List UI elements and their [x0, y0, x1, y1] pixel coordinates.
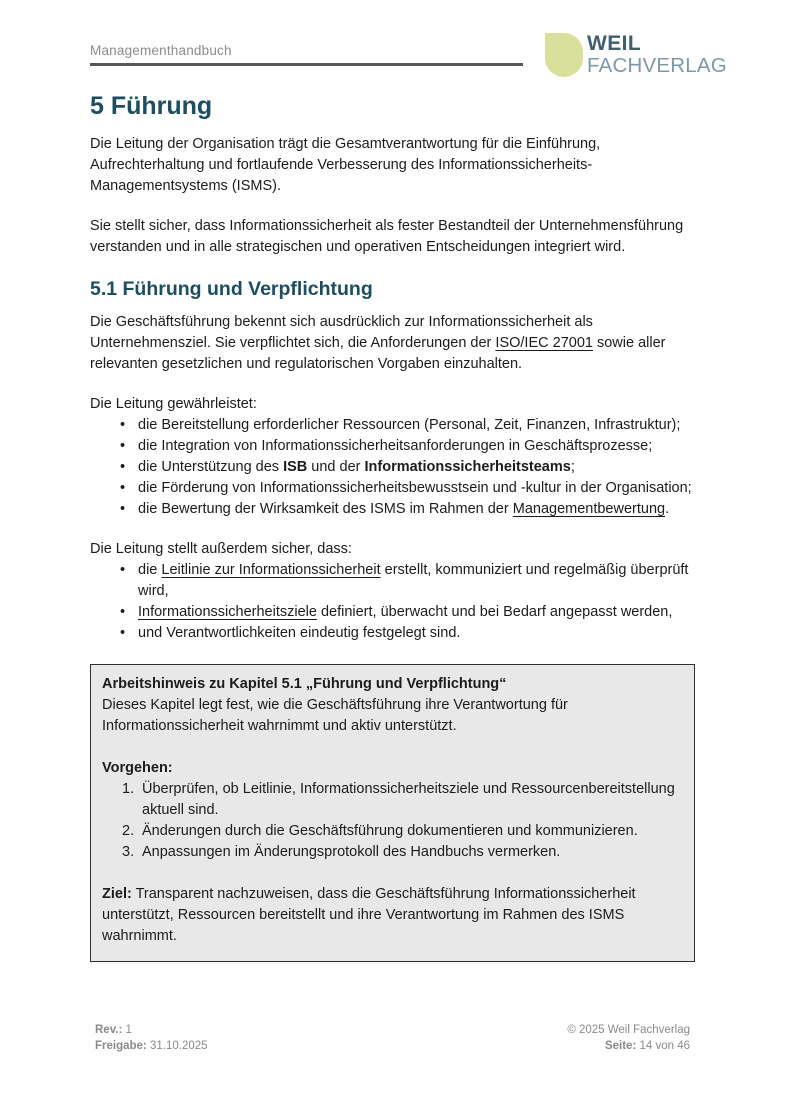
text-segment: und Verantwortlichkeiten eindeutig festgelegt sind. [138, 625, 461, 641]
chapter-heading: 5 Führung [90, 92, 213, 120]
text-segment: ; [570, 459, 575, 475]
note-box-title: Arbeitshinweis zu Kapitel 5.1 „Führung und Verpflichtung“ [102, 676, 507, 692]
logo-wordmark [587, 33, 727, 77]
inline-link[interactable]: Managementbewertung [512, 501, 666, 517]
page-value: 14 von 46 [639, 1039, 690, 1052]
section-heading: 5.1 Führung und Verpflichtung [90, 278, 373, 300]
goal-label: Ziel: [102, 886, 132, 902]
footer-rev-line [95, 1023, 208, 1039]
text-segment: Die Geschäftsführung bekennt sich ausdrücklich zur Informationssicherheit als Unternehmensziel. Sie verpflichtet sich, die Anforderungen der [90, 314, 593, 351]
text-segment: und der [307, 459, 365, 475]
publisher-logo [545, 33, 727, 77]
ensures-lead: Die Leitung gewährleistet: [90, 396, 257, 412]
commitment-paragraph [90, 312, 695, 375]
note-box-goal [102, 884, 680, 947]
text-segment: die Förderung von Informationssicherheitsbewusstsein und -kultur in der Organisation; [138, 480, 692, 496]
text-segment: definiert, überwacht und bei Bedarf angepasst werden, [316, 604, 673, 620]
footer-release-line [95, 1039, 208, 1055]
intro-paragraph-2: Sie stellt sicher, dass Informationssicherheit als fester Bestandteil der Unternehmensführung verstanden und in alle strategischen und operativen Entscheidungen integriert wird. [90, 218, 684, 255]
note-box-intro: Dieses Kapitel legt fest, wie die Geschäftsführung ihre Verantwortung für Informationssicherheit wahrnimmt und aktiv unterstützt. [102, 697, 568, 734]
document-title: Managementhandbuch [90, 43, 232, 58]
footer-revision-block [95, 1023, 208, 1054]
step-item: Änderungen durch die Geschäftsführung dokumentieren und kommunizieren. [142, 823, 638, 839]
footer-page-line [567, 1039, 690, 1055]
text-segment: . [665, 501, 670, 517]
text-segment: die [138, 562, 162, 578]
text-segment: die Bereitstellung erforderlicher Ressourcen (Personal, Zeit, Finanzen, Infrastruktur); [138, 417, 681, 433]
list-item [90, 560, 695, 602]
inline-link[interactable]: Leitlinie zur Informationssicherheit [161, 562, 381, 578]
additional-list [90, 560, 695, 644]
logo-leaf-icon [545, 33, 583, 77]
text-segment: die Unterstützung des [138, 459, 284, 475]
footer-publisher-block [567, 1023, 690, 1054]
text-segment: sowie aller relevanten gesetzlichen und regulatorischen Vorgaben einzuhalten. [90, 335, 666, 372]
page-label: Seite: [604, 1039, 637, 1052]
header-rule [90, 63, 523, 66]
intro-paragraph-1: Die Leitung der Organisation trägt die Gesamtverantwortung für die Einführung, Aufrechterhaltung und fortlaufende Verbesserung des Informationssicherheits-Managementsystems (ISMS). [90, 136, 601, 194]
inline-link[interactable]: ISO/IEC 27001 [495, 335, 593, 351]
work-note-box [90, 664, 695, 962]
list-item [90, 478, 695, 499]
note-box-steps-label: Vorgehen: [102, 760, 173, 776]
inline-link[interactable]: Informationssicherheitsziele [138, 604, 317, 620]
note-box-steps [102, 779, 680, 863]
step-item: Überprüfen, ob Leitlinie, Informationssicherheitsziele und Ressourcenbereitstellung aktuell sind. [142, 781, 675, 818]
list-item [90, 436, 695, 457]
release-label: Freigabe: [95, 1039, 147, 1052]
list-item [90, 623, 695, 644]
text-segment: die Bewertung der Wirksamkeit des ISMS im Rahmen der [138, 501, 513, 517]
logo-word-weil: WEIL [587, 32, 642, 55]
footer-copyright: © 2025 Weil Fachverlag [567, 1024, 690, 1036]
rev-label: Rev.: [95, 1024, 123, 1036]
logo-word-fachverlag: FACHVERLAG [587, 54, 727, 77]
list-item [90, 499, 695, 520]
list-item [90, 415, 695, 436]
ensures-list [90, 415, 695, 520]
text-segment: die Integration von Informationssicherheitsanforderungen in Geschäftsprozesse; [138, 438, 653, 454]
page-footer [95, 1023, 690, 1054]
list-item [90, 602, 695, 623]
text-segment: ISB [283, 459, 308, 475]
additional-lead: Die Leitung stellt außerdem sicher, dass: [90, 541, 352, 557]
goal-text: Transparent nachzuweisen, dass die Geschäftsführung Informationssicherheit unterstützt, Ressourcen bereitstellt und ihre Verantwortung im Rahmen des ISMS wahrnimmt. [102, 886, 636, 944]
document-body [90, 90, 695, 962]
step-item: Anpassungen im Änderungsprotokoll des Handbuchs vermerken. [142, 844, 561, 860]
text-segment: erstellt, kommuniziert und regelmäßig überprüft wird, [138, 562, 689, 599]
rev-value: 1 [125, 1024, 132, 1036]
release-value: 31.10.2025 [149, 1039, 208, 1052]
text-segment: Informationssicherheitsteams [364, 459, 571, 475]
list-item [90, 457, 695, 478]
